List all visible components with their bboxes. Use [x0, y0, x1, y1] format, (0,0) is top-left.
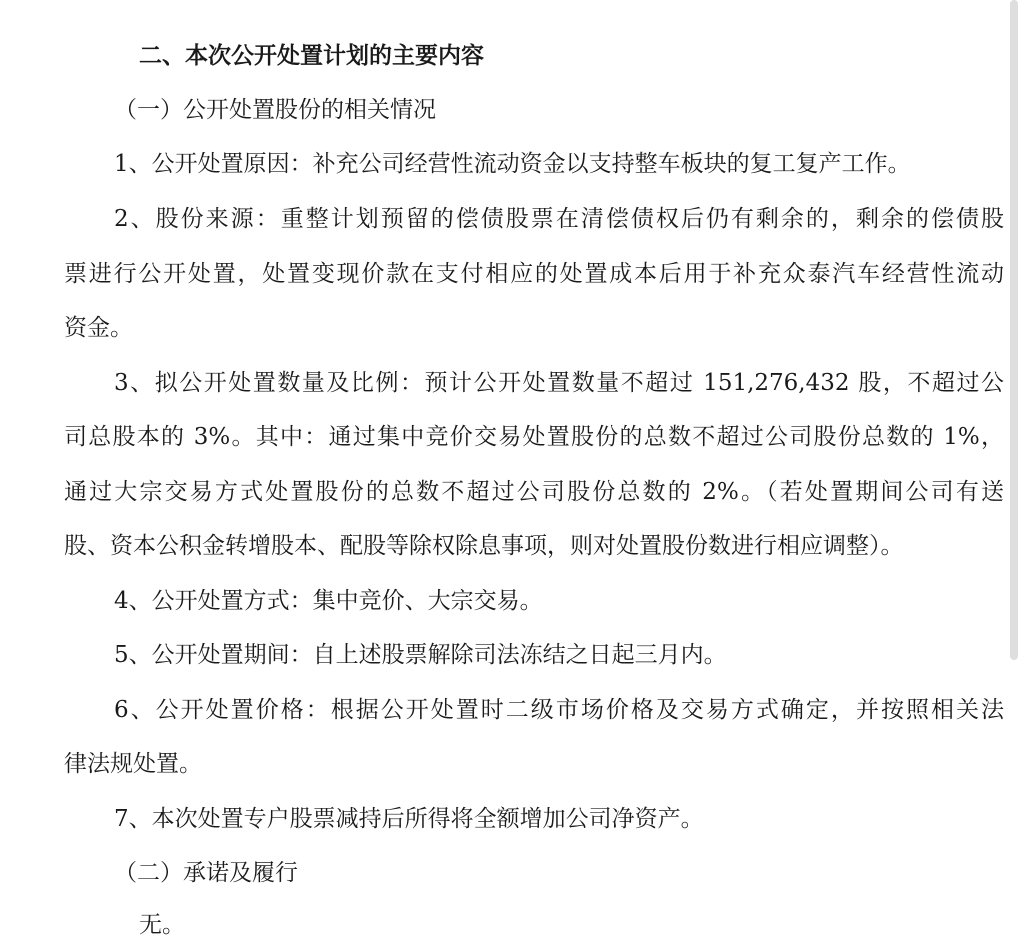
item-3-line-1: 3、拟公开处置数量及比例：预计公开处置数量不超过 151,276,432 股，不超过公	[114, 370, 1004, 396]
item-4-line-1: 4、公开处置方式：集中竞价、大宗交易。	[114, 588, 543, 614]
subsection-title-2: （二）承诺及履行	[114, 860, 298, 886]
item-7-line-1: 7、本次处置专户股票减持后所得将全额增加公司净资产。	[114, 806, 704, 832]
item-1-line-1: 1、公开处置原因：补充公司经营性流动资金以支持整车板块的复工复产工作。	[114, 151, 911, 177]
item-6-line-2: 律法规处置。	[64, 751, 202, 777]
subsection-2-body: 无。	[139, 912, 185, 938]
item-2-line-3: 资金。	[64, 315, 133, 341]
item-2-line-1: 2、股份来源：重整计划预留的偿债股票在清偿债权后仍有剩余的，剩余的偿债股	[114, 206, 1004, 232]
section-title: 二、本次公开处置计划的主要内容	[139, 43, 484, 69]
subsection-title-1: （一）公开处置股份的相关情况	[114, 97, 436, 123]
item-5-line-1: 5、公开处置期间：自上述股票解除司法冻结之日起三月内。	[114, 642, 727, 668]
item-2-line-2: 票进行公开处置，处置变现价款在支付相应的处置成本后用于补充众泰汽车经营性流动	[64, 261, 1004, 287]
vertical-scrollbar[interactable]	[1010, 0, 1018, 660]
item-3-line-4: 股、资本公积金转增股本、配股等除权除息事项，则对处置股份数进行相应调整）。	[64, 533, 904, 559]
item-6-line-1: 6、公开处置价格：根据公开处置时二级市场价格及交易方式确定，并按照相关法	[114, 697, 1004, 723]
item-3-line-3: 通过大宗交易方式处置股份的总数不超过公司股份总数的 2%。（若处置期间公司有送	[64, 479, 1004, 505]
item-3-line-2: 司总股本的 3%。其中：通过集中竞价交易处置股份的总数不超过公司股份总数的 1%，	[64, 424, 1004, 450]
